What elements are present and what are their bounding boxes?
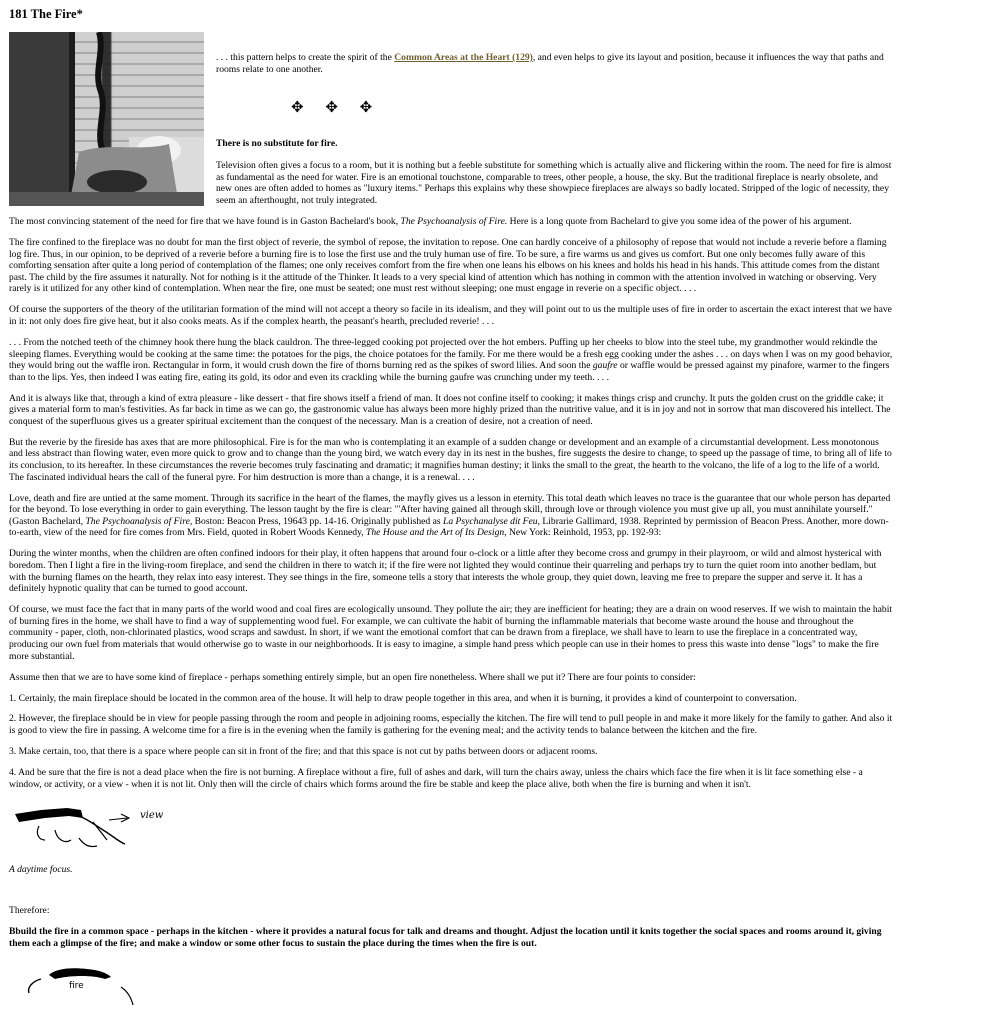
- book-title: The Psychoanalysis of Fire: [85, 515, 190, 527]
- fireplace-photo: [9, 32, 204, 206]
- fire-label: fire: [69, 980, 84, 991]
- quote-paragraph-2: Of course the supporters of the theory of the utilitarian formation of the mind will not accept a theory so facile in its idealism, and they will point out to us the multiple uses of fire in order to ascertain the exact interest that we have in it: not only does fire give heat, but it also cooks meats. As if the complex hearth, the peasant's hearth, precluded reverie! . . .: [9, 304, 892, 327]
- book-title: The Psychoanalysis of Fire.: [400, 216, 508, 227]
- quote-paragraph-5: But the reverie by the fireside has axes that are more philosophical. Fire is for the man who is contemplating it an example of a sudden change or development and an example of a circumstantial development. Less monotonous and less abstract than flowing water, even more quick to grow and to change than the young bird, we watch every day in its nest in the bushes, fire suggests the desire to change, to speed up the passage of time, to bring all of life to its conclusion, to its hereafter. In these circumstances the reverie becomes truly fascinating and dramatic; it magnifies human destiny; it links the small to the great, the hearth to the volcano, the life of a log to the life of a world. The fascinated individual hears the call of the funeral pyre. For him destruction is more than a change, it is a renewal. . . .: [9, 436, 892, 483]
- intro-text-end: , and even helps to give its layout and position, because it influences the way that paths and rooms relate to one another.: [216, 52, 884, 75]
- solution-statement: Bbuild the fire in a common space - perhaps in the kitchen - where it provides a natural focus for talk and dreams and thought. Adjust the location until it knits together the social spaces and rooms around it, giving them each a glimpse of the fire; and make a window or some other focus to sustain the place during the times when the fire is out.: [9, 926, 882, 949]
- quote-paragraph-4: And it is always like that, through a kind of extra pleasure - like dessert - that fire shows itself a friend of man. It does not confine itself to cooking; it makes things crisp and crunchy. It puts the golden crust on the griddle cake; it gives a material form to man's festivities. As far back in time as we can go, the gastronomic value has always been more highly prized than the nutritive value, and it is in joy and not in sorrow that man discovered his intellect. The conquest of the superfluous gives us a greater spiritual excitement than the conquest of the necessary. Man is a creation of desire, not a creation of need.: [9, 392, 891, 427]
- point-4: 4. And be sure that the fire is not a dead place when the fire is not burning. A fireplace without a fire, full of ashes and dark, will turn the chairs away, unless the chairs which face the fire when it is lit face something else - a window, or activity, or a view - when it is not lit. Only then will the circle of chairs which forms around the fire be stable and keep the place alive, both when the fire is burning and when it isn't.: [9, 767, 863, 790]
- assume-paragraph: Assume then that we are to have some kind of fireplace - perhaps something entirely simple, but an open fire nonetheless. Where shall we put it? There are four points to consider:: [9, 671, 696, 683]
- daytime-focus-sketch: [9, 800, 174, 858]
- body-text: [9, 216, 893, 1024]
- view-label: view: [140, 809, 164, 821]
- quote-paragraph-3: [9, 337, 893, 383]
- problem-headline: There is no substitute for fire.: [216, 138, 338, 149]
- ecology-paragraph: Of course, we must face the fact that in many parts of the world wood and coal fires are ecologically unsound. They pollute the air; they are inefficient for heating; they are a drain on wood reserves. If we wish to maintain the habit of burning fires in the home, we shall have to find a way of supplementing wood fuel. For example, we can cultivate the habit of burning the inflammable materials that become waste around the house and throughout the community - paper, cloth, non-chlorinated plastics, wood scraps and sawdust. In short, if we want the emotional comfort that can be drawn from a fireplace, we shall have to learn to use the fireplace in a concentrated way, producing our own fuel from materials that would otherwise go to waste in our neighborhoods. It is easy to imagine, a simple hand press which people can use in their homes to press this waste into dense "logs" to make the fire more substantial.: [9, 604, 893, 662]
- page-title: 181 The Fire*: [9, 7, 83, 21]
- bachelard-intro: [9, 216, 893, 228]
- therefore-label: Therefore:: [9, 905, 50, 917]
- winter-paragraph: During the winter months, when the children are often confined indoors for their play, it often happens that around four o-clock or a little after they become cross and grumpy in their playroom, or wild and almost hysterical with boredom. Then I light a fire in the living-room fireplace, and send the children in there to watch it; if the fire were not lighted they would continue their quarreling and perhaps try to turn the quiet room into another bedlam, but with the burning flames on the hearth, they relax into easy interest. They see things in the fire, someone tells a story that interests the whole group, they quiet down, leaving me free to prepare the supper and serve it. It has a definitely hypnotic quality that can be turned to good account.: [9, 548, 882, 595]
- common-areas-link[interactable]: Common Areas at the Heart (129): [394, 52, 533, 63]
- quote-paragraph-6: [9, 493, 893, 539]
- quote6-text: Love, death and fire are untied at the same moment. Through its sacrifice in the heart of the flames, the mayfly gives us a lesson in eternity. This total death which leaves no trace is the guarantee that our whole person has departed for the beyond. To lose everything in order to gain everything. The lesson taught by the fire is clear: "'After having gained all through skill, through love or through violence you must give up all, you must annihilate yourself." (Gaston Bachelard,: [9, 492, 891, 527]
- bachelard-intro-text: The most convincing statement of the need for fire that we have found is in Gaston Bachelard's book,: [9, 216, 401, 227]
- point-3: 3. Make certain, too, that there is a space where people can sit in front of the fire; and that this space is not cut by paths between doors or adjacent rooms.: [9, 746, 598, 758]
- quote3-text-end: or waffle would be pressed against my pinafore, warmer to the fingers than to the lips. Yes, then indeed I was eating fire, eating its gold, its odor and even its crackling while the burning gaufre was crunching under my teeth. . . .: [9, 360, 890, 383]
- point-2: 2. However, the fireplace should be in view for people passing through the room and people in adjoining rooms, especially the kitchen. The fire will tend to pull people in and make it more likely for the family to gather. And also it is good to view the fire in passing. A welcome time for a fire is in the evening when the family is gathering for the evening meal; and the activity tends to balance between the kitchen and the fire.: [9, 713, 893, 737]
- intro-text-start: . . . this pattern helps to create the spirit of the: [216, 52, 395, 63]
- sketch-caption: A daytime focus.: [9, 863, 73, 875]
- section-ornament: ✥ ✥ ✥: [291, 100, 382, 116]
- book-title: La Psychanalyse dit Feu: [443, 515, 538, 527]
- tv-paragraph: Television often gives a focus to a room, but it is nothing but a feeble substitute for something which is actually alive and flickering within the room. The need for fire is almost as fundamental as the need for water. Fire is an emotional touchstone, comparable to trees, other people, a house, the sky. But the traditional fireplace is nearly obsolete, and new ones are often added to homes as "luxury items." Perhaps this explains why these showpiece fireplaces are always so badly located. Stripped of the logic of necessity, they seem an afterthought, not truly integrated.: [216, 160, 892, 206]
- fireplace-photo-drawing: [9, 32, 204, 206]
- quote6-citation-end: , New York: Reinhold, 1953, pp. 192-93:: [504, 527, 662, 539]
- quote6-citation: , Librarie Gallimard, 1938. Reprinted by permission of Beacon Press. Another, more down-to-earth, view of the need for fire comes from Mrs. Field, quoted in Robert Woods Kennedy,: [9, 515, 889, 539]
- quote3-text: . . . From the notched teeth of the chimney hook there hung the black cauldron. The three-legged cooking pot projected over the hot embers. Puffing up her cheeks to blow into the steel tube, my grandmother would rekindle the sleeping flames. Everything would be cooking at the same time: the potatoes for the pigs, the choice potatoes for the family. For me there would be a fresh egg cooking under the ashes . . . on days when I was on my good behavior, they would bring out the waffle iron. Rectangular in form, it would crush down the fire of thorns burning red as the spikes of sword lilies. And soon the: [9, 336, 893, 372]
- point-1: 1. Certainly, the main fireplace should be located in the common area of the house. It will help to draw people together in this area, and when it is burning, it provides a kind of counterpoint to conversation.: [9, 692, 797, 704]
- quote6-citation: , Boston: Beacon Press, 19643 pp. 14-16. Originally published as: [189, 515, 443, 527]
- fire-diagram-sketch: [9, 959, 149, 1019]
- intro-paragraph: [216, 52, 886, 75]
- book-title: The House and the Art of Its Design: [366, 527, 505, 539]
- quote-paragraph-1: The fire confined to the fireplace was no doubt for man the first object of reverie, the symbol of repose, the invitation to repose. One can hardly conceive of a philosophy of repose that would not include a reverie before a flaming log fire. Thus, in our opinion, to be deprived of a reverie before a burning fire is to lose the first use and the truly human use of fire. To be sure, a fire warms us and gives us comfort. But one only becomes fully aware of this comforting sensation after quite a long period of contemplation of the flames; one only receives comfort from the fire when one leans his elbows on his knees and holds his head in his hands. This attitude comes from the distant past. The child by the fire assumes it naturally. Not for nothing is it the attitude of the Thinker. It leads to a very special kind of attention which has nothing in common with the attention involved in watching or observing. Very rarely is it utilized for any other kind of contemplation. When near the fire, one must be seated; one must rest without sleeping; one must engage in reverie on a specific object. . . .: [9, 236, 887, 295]
- bachelard-intro-end: Here is a long quote from Bachelard to give you some idea of the power of his argument.: [507, 216, 852, 227]
- gaufre-word: gaufre: [592, 360, 618, 372]
